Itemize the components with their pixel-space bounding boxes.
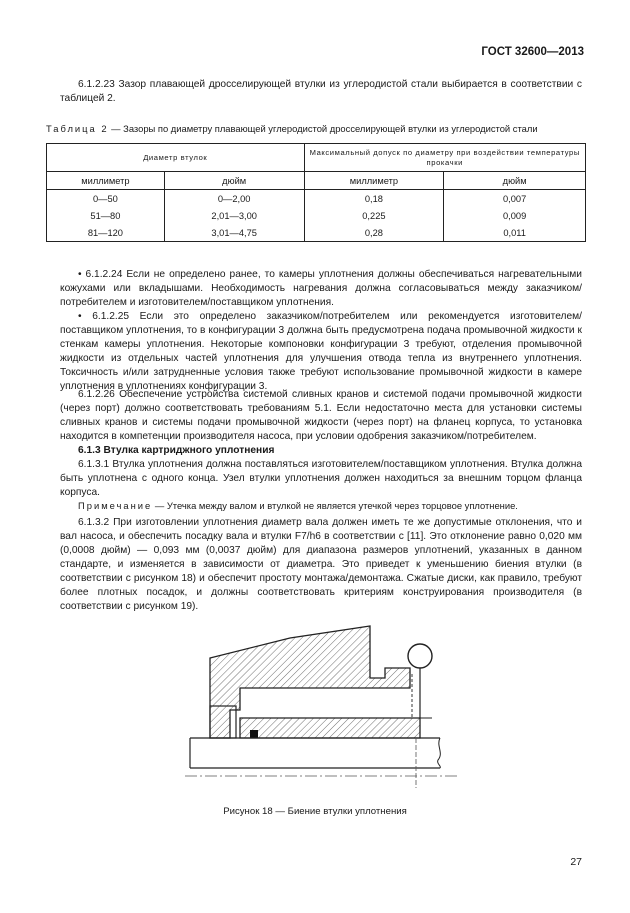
table-row — [47, 224, 586, 242]
column-header: дюйм — [164, 172, 304, 190]
shaft-break — [438, 738, 441, 768]
o-ring — [250, 730, 258, 738]
header-group-tolerance: Максимальный допуск по диаметру при воздействии температуры прокачки — [304, 144, 585, 172]
shaft-outline — [190, 738, 440, 768]
table-cell: 81—120 — [47, 224, 165, 242]
table-caption — [46, 123, 586, 135]
sleeve-runout-drawing — [180, 618, 470, 794]
table-cell: 3,01—4,75 — [164, 224, 304, 242]
note-text: — Утечка между валом и втулкой не является утечкой через торцовое уплотнение. — [152, 500, 518, 511]
table-cell: 0—50 — [47, 190, 165, 208]
table-cell: 0,007 — [444, 190, 586, 208]
note — [60, 499, 582, 513]
table-cell: 51—80 — [47, 207, 165, 224]
column-header: дюйм — [444, 172, 586, 190]
table-cell: 0,011 — [444, 224, 586, 242]
paragraph-6-1-2-24: • 6.1.2.24 Если не определено ранее, то камеры уплотнения должны обеспечиваться нагревательными кожухами или вкладышами. Необходимость нагревания должна согласовываться между заказчиком/потребителем и изготовителем/поставщиком уплотнения. — [60, 269, 582, 308]
intro-paragraph: 6.1.2.23 Зазор плавающей дросселирующей втулки из углеродистой стали выбирается в соответствии с таблицей 2. — [60, 79, 582, 104]
gap-table — [46, 143, 586, 242]
page-number: 27 — [570, 856, 582, 868]
sleeve-runout-figure — [180, 618, 470, 794]
paragraph-6-1-2-25: • 6.1.2.25 Если это определено заказчиком/потребителем или рекомендуется изготовителем/поставщиком уплотнения, то в конфигурации 3 должна быть предусмотрена подача промывочной жидкости к стенкам камеры уплотнения. Некоторые компоновки конфигурации 3 требуют, отделения промывочной жидкости из отдельных частей уплотнения для улучшения отвода тепла из внутреннего уплотнения. Токсичность и/или затрудненные условия также требуют использование промывочной жидкости в камере уплотнения в уплотнениях конфигурации 3. — [60, 311, 582, 392]
standard-code: ГОСТ 32600—2013 — [481, 46, 584, 58]
note-label: Примечание — [78, 500, 153, 511]
column-header: миллиметр — [47, 172, 165, 190]
header-group-diameter: Диаметр втулок — [47, 144, 305, 172]
table-cell: 0,225 — [304, 207, 444, 224]
paragraph-6-1-2-26: 6.1.2.26 Обеспечение устройства системой сливных кранов и системой подачи промывочной жидкости (через порт) должно соответствовать требованиям 5.1. Если недостаточно места для установки системы сливных кранов и системы подачи промывочной жидкости (через порт) на фланец корпуса, то установка находится в компетенции производителя насоса, при условии одобрения заказчиком/потребителем. — [60, 389, 582, 442]
paragraph-6-1-3-1: 6.1.3.1 Втулка уплотнения должна поставляться изготовителем/поставщиком уплотнения. Втулка должна быть уплотнена с одного конца. Узел втулки уплотнения должен находиться за внешним торцом фланца корпуса. — [60, 459, 582, 498]
table-cell: 0,18 — [304, 190, 444, 208]
table-cell: 0,28 — [304, 224, 444, 242]
table-cell: 2,01—3,00 — [164, 207, 304, 224]
section-6-1-3-title: 6.1.3 Втулка картриджного уплотнения — [78, 445, 275, 456]
table-cell: 0,009 — [444, 207, 586, 224]
table-cell: 0—2,00 — [164, 190, 304, 208]
dial-indicator-icon — [408, 644, 432, 668]
table-row — [47, 190, 586, 208]
sleeve-section — [240, 718, 420, 738]
column-header: миллиметр — [304, 172, 444, 190]
figure-caption: Рисунок 18 — Биение втулки уплотнения — [223, 806, 407, 817]
paragraph-6-1-3-2: 6.1.3.2 При изготовлении уплотнения диаметр вала должен иметь те же допустимые отклонения, что и вал насоса, и обеспечить посадку вала и втулки F7/h6 в соответствии с [11]. Это отклонение равно 0,020 мм (0,0008 дюйм) — 0,093 мм (0,0037 дюйм) для диапазона размеров уплотнений, указанных в данном стандарте, и изменяется в зависимости от диаметра. Это приведет к уменьшению биения втулки (в соответствии с рисунком 18) и обеспечит простоту монтажа/демонтажа. Сжатые диски, как правило, требуют более плотных посадок, и должны соответствовать критериям конструирования производителя (в соответствии с рисунком 19). — [60, 517, 582, 612]
table-caption-label: Таблица 2 — [46, 123, 109, 134]
table-row — [47, 207, 586, 224]
table-caption-text: — Зазоры по диаметру плавающей углеродистой дросселирующей втулки из углеродистой стали — [108, 123, 538, 134]
